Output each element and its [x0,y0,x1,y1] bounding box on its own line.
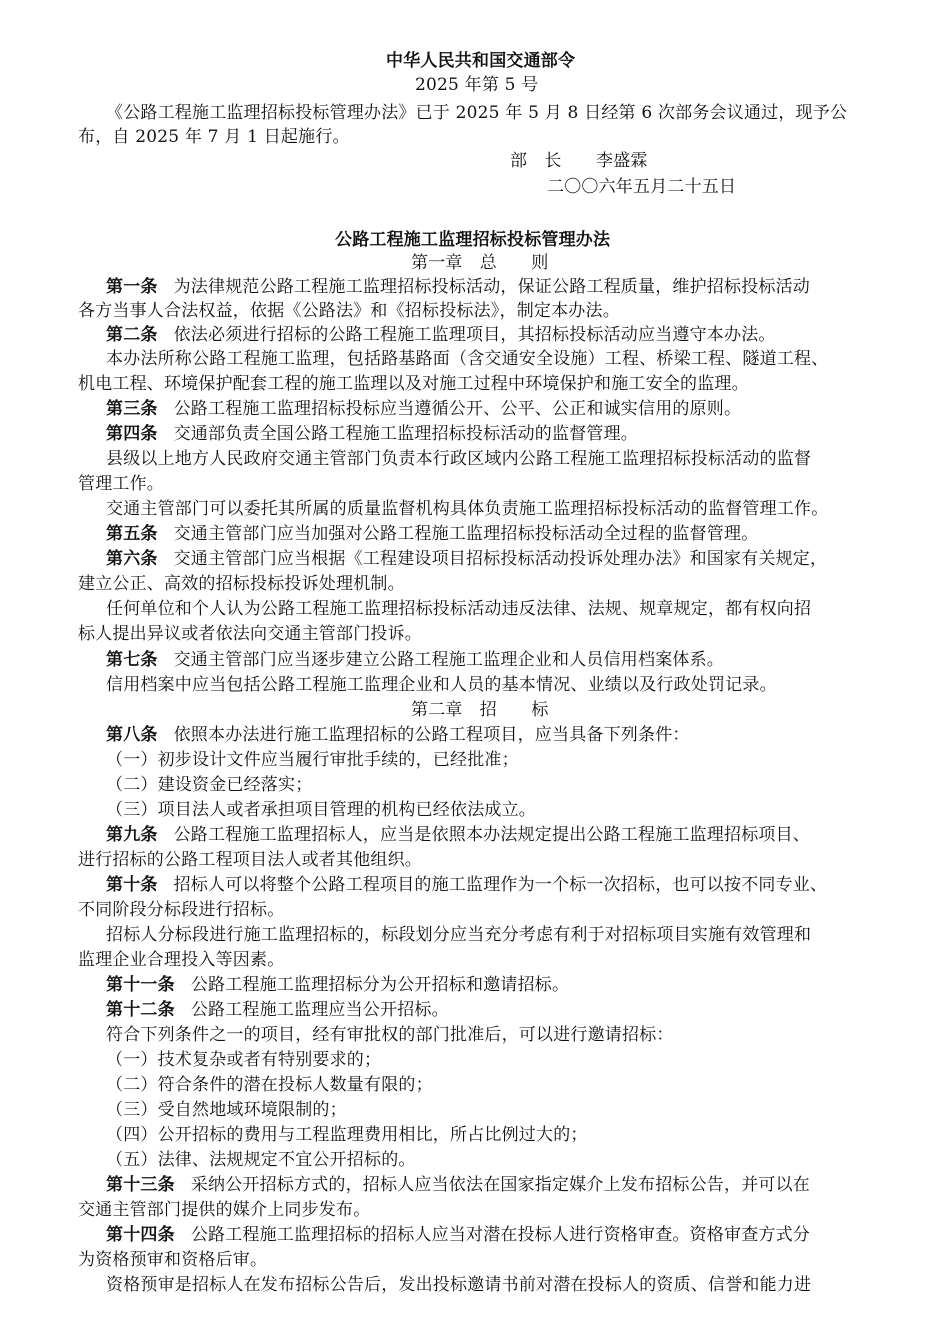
article-text: 公路工程施工监理招标人，应当是依照本办法规定提出公路工程施工监理招标项目、 [173,825,811,845]
text-line: 信用档案中应当包括公路工程施工监理企业和人员的基本情况、业绩以及行政处罚记录。 [106,675,777,695]
article-line [106,323,776,347]
list-item: （二）符合条件的潜在投标人数量有限的； [106,1075,433,1095]
article-line [106,723,690,747]
decree-title: 中华人民共和国交通部令 [386,51,576,71]
article-label: 第十四条 [106,1225,175,1245]
article-label: 第三条 [106,399,158,419]
article-text: 依法必须进行招标的公路工程施工监理项目，其招标投标活动应当遵守本办法。 [173,325,776,345]
text-line: 监理企业合理投入等因素。 [78,950,285,970]
article-line [106,522,758,546]
article-label: 第十一条 [106,975,175,995]
article-line [106,1173,810,1197]
article-line [106,823,810,847]
list-item: （三）项目法人或者承担项目管理的机构已经依法成立。 [106,800,536,820]
article-label: 第七条 [106,650,158,670]
article-text: 采纳公开招标方式的，招标人应当依法在国家指定媒介上发布招标公告，并可以在 [190,1175,811,1195]
article-text: 交通主管部门应当逐步建立公路工程施工监理企业和人员信用档案体系。 [173,650,725,670]
article-label: 第九条 [106,825,158,845]
article-label: 第八条 [106,725,158,745]
text-line: 标人提出异议或者依法向交通主管部门投诉。 [78,624,422,644]
article-line [106,998,449,1022]
article-label: 第十三条 [106,1175,175,1195]
article-text: 交通主管部门应当加强对公路工程施工监理招标投标活动全过程的监督管理。 [173,524,759,544]
article-text: 公路工程施工监理招标投标应当遵循公开、公平、公正和诚实信用的原则。 [173,399,742,419]
article-line [106,547,827,571]
text-line: 建立公正、高效的招标投标投诉处理机制。 [78,574,405,594]
text-line: 管理工作。 [78,474,164,494]
article-text: 交通部负责全国公路工程施工监理招标投标活动的监督管理。 [173,424,639,444]
chapter-heading-1: 第一章 总 则 [411,253,549,273]
chapter-heading-2: 第二章 招 标 [411,700,549,720]
article-label: 第一条 [106,277,158,297]
article-line [106,275,810,299]
article-label: 第六条 [106,549,158,569]
article-text: 公路工程施工监理应当公开招标。 [190,1000,449,1020]
list-item: （三）受自然地域环境限制的； [106,1100,347,1120]
list-item: （四）公开招标的费用与工程监理费用相比，所占比例过大的； [106,1125,588,1145]
text-line: 符合下列条件之一的项目，经有审批权的部门批准后，可以进行邀请招标： [106,1025,674,1045]
document-title: 公路工程施工监理招标投标管理办法 [335,230,611,250]
article-label: 第五条 [106,524,158,544]
article-text: 交通主管部门应当根据《工程建设项目招标投标活动投诉处理办法》和国家有关规定， [173,549,828,569]
article-label: 第四条 [106,424,158,444]
text-line: 各方当事人合法权益，依据《公路法》和《招标投标法》，制定本办法。 [78,301,620,321]
text-line: 资格预审是招标人在发布招标公告后，发出投标邀请书前对潜在投标人的资质、信誉和能力进 [106,1275,812,1295]
text-line: 招标人分标段进行施工监理招标的，标段划分应当充分考虑有利于对招标项目实施有效管理和 [106,925,812,945]
article-label: 第十二条 [106,1000,175,1020]
article-text: 公路工程施工监理招标分为公开招标和邀请招标。 [190,975,570,995]
article-line [106,873,827,897]
article-line [106,397,741,421]
article-line [106,648,724,672]
list-item: （五）法律、法规规定不宜公开招标的。 [106,1150,416,1170]
text-line: 任何单位和个人认为公路工程施工监理招标投标活动违反法律、法规、规章规定，都有权向招 [106,599,812,619]
text-line: 交通主管部门提供的媒介上同步发布。 [78,1200,371,1220]
text-line: 县级以上地方人民政府交通主管部门负责本行政区域内公路工程施工监理招标投标活动的监督 [106,449,812,469]
list-item: （二）建设资金已经落实； [106,775,313,795]
article-line [106,422,638,446]
article-line [106,973,569,997]
text-line: 不同阶段分标段进行招标。 [78,900,285,920]
decree-paragraph-line-1: 《公路工程施工监理招标投标管理办法》已于 2025 年 5 月 8 日经第 6 次部务会议通过，现予公 [106,103,848,123]
text-line: 本办法所称公路工程施工监理，包括路基路面（含交通安全设施）工程、桥梁工程、隧道工程、 [106,349,829,369]
decree-signer: 部 长 李盛霖 [510,151,648,171]
text-line: 进行招标的公路工程项目法人或者其他组织。 [78,850,422,870]
article-label: 第二条 [106,325,158,345]
text-line: 为资格预审和资格后审。 [78,1250,268,1270]
decree-number: 2025 年第 5 号 [415,75,539,95]
article-text: 为法律规范公路工程施工监理招标投标活动，保证公路工程质量，维护招标投标活动 [173,277,811,297]
article-label: 第十条 [106,875,158,895]
article-text: 依照本办法进行施工监理招标的公路工程项目，应当具备下列条件： [173,725,690,745]
decree-date: 二〇〇六年五月二十五日 [547,177,737,197]
list-item: （一）初步设计文件应当履行审批手续的，已经批准； [106,750,519,770]
text-line: 交通主管部门可以委托其所属的质量监督机构具体负责施工监理招标投标活动的监督管理工作。 [106,499,829,519]
list-item: （一）技术复杂或者有特别要求的； [106,1050,382,1070]
article-text: 公路工程施工监理招标的招标人应当对潜在投标人进行资格审查。资格审查方式分 [190,1225,811,1245]
decree-paragraph-line-2: 布，自 2025 年 7 月 1 日起施行。 [78,127,350,147]
article-text: 招标人可以将整个公路工程项目的施工监理作为一个标一次招标，也可以按不同专业、 [173,875,828,895]
article-line [106,1223,810,1247]
text-line: 机电工程、环境保护配套工程的施工监理以及对施工过程中环境保护和施工安全的监理。 [78,374,749,394]
